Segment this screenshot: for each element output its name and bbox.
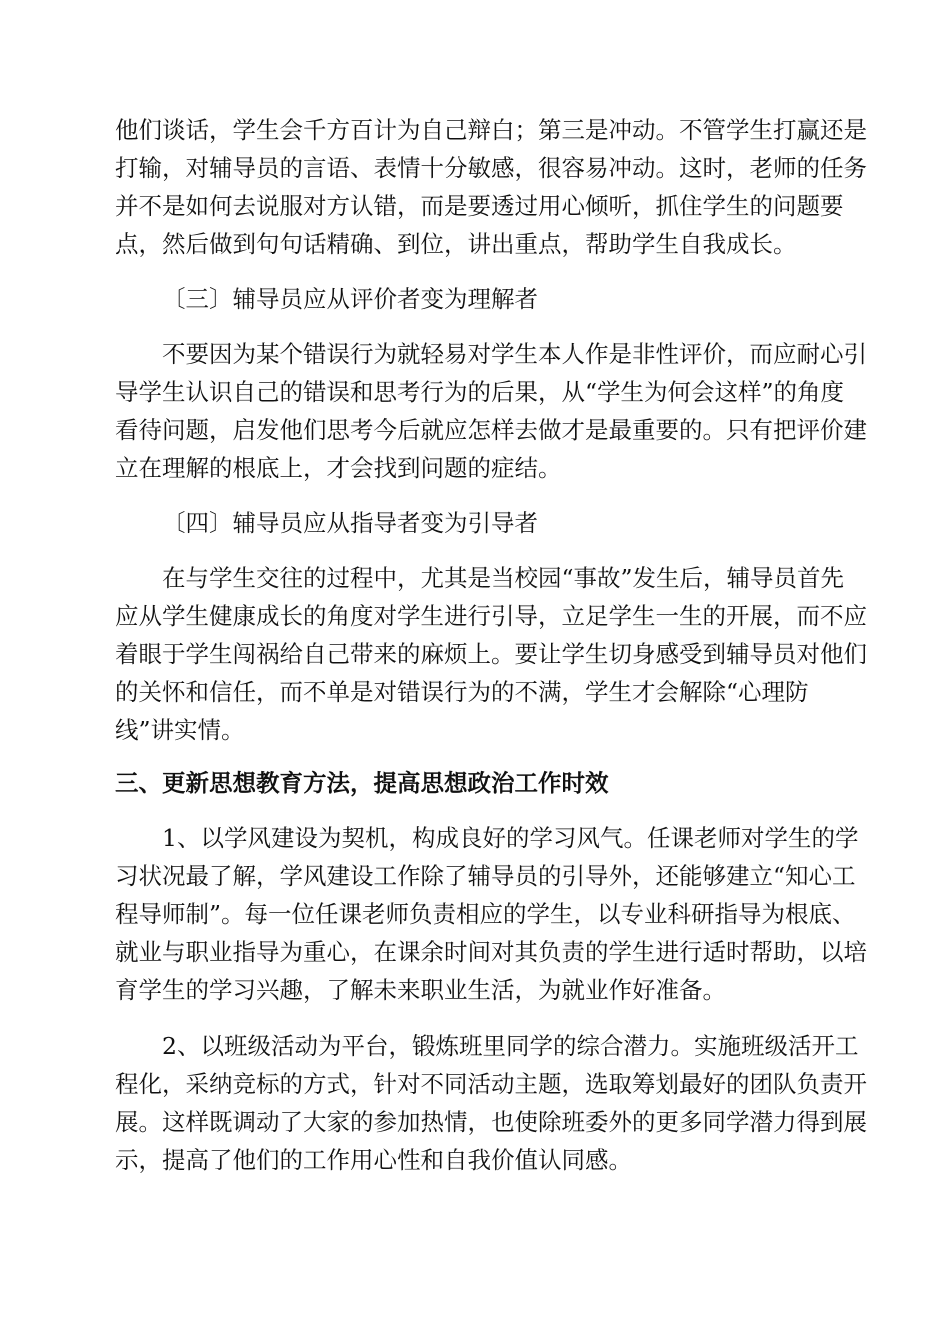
paragraph-line: 育学生的学习兴趣，了解未来职业生活，为就业作好准备。 — [115, 976, 726, 1004]
paragraph-line: 程化，采纳竞标的方式，针对不同活动主题，选取筹划最好的团队负责开 — [115, 1070, 867, 1098]
paragraph-line: 在与学生交往的过程中，尤其是当校园“事故”发生后，辅导员首先 — [162, 564, 845, 592]
paragraph-line: 着眼于学生闯祸给自己带来的麻烦上。要让学生切身感受到辅导员对他们 — [115, 640, 867, 668]
paragraph-line: 程导师制”。每一位任课老师负责相应的学生，以专业科研指导为根底、 — [115, 900, 856, 928]
paragraph-line: 导学生认识自己的错误和思考行为的后果，从“学生为何会这样”的角度 — [115, 378, 845, 406]
paragraph-line: 2、以班级活动为平台，锻炼班里同学的综合潜力。实施班级活开工 — [162, 1032, 859, 1060]
paragraph-line: 习状况最了解，学风建设工作除了辅导员的引导外，还能够建立“知心工 — [115, 862, 856, 890]
paragraph-line: 示，提高了他们的工作用心性和自我价值认同感。 — [115, 1146, 632, 1174]
paragraph-line: 他们谈话，学生会千方百计为自己辩白；第三是冲动。不管学生打赢还是 — [115, 116, 867, 144]
paragraph-line: 应从学生健康成长的角度对学生进行引导，立足学生一生的开展，而不应 — [115, 602, 867, 630]
paragraph-line: 不要因为某个错误行为就轻易对学生本人作是非性评价，而应耐心引 — [162, 340, 867, 368]
paragraph-line: 的关怀和信任，而不单是对错误行为的不满，学生才会解除“心理防 — [115, 678, 809, 706]
paragraph-line: 就业与职业指导为重心，在课余时间对其负责的学生进行适时帮助，以培 — [115, 938, 867, 966]
paragraph-line: 点，然后做到句句话精确、到位，讲出重点，帮助学生自我成长。 — [115, 230, 797, 258]
paragraph-line: 打输，对辅导员的言语、表情十分敏感，很容易冲动。这时，老师的任务 — [115, 154, 867, 182]
section-heading: 三、更新思想教育方法，提高思想政治工作时效 — [115, 769, 609, 797]
subsection-heading: 〔三〕辅导员应从评价者变为理解者 — [162, 285, 538, 313]
paragraph-line: 展。这样既调动了大家的参加热情，也使除班委外的更多同学潜力得到展 — [115, 1108, 867, 1136]
paragraph-line: 1、以学风建设为契机，构成良好的学习风气。任课老师对学生的学 — [162, 824, 859, 852]
paragraph-line: 看待问题，启发他们思考今后就应怎样去做才是最重要的。只有把评价建 — [115, 416, 867, 444]
subsection-heading: 〔四〕辅导员应从指导者变为引导者 — [162, 509, 538, 537]
paragraph-line: 线”讲实情。 — [115, 716, 245, 744]
paragraph-line: 立在理解的根底上，才会找到问题的症结。 — [115, 454, 562, 482]
paragraph-line: 并不是如何去说服对方认错，而是要透过用心倾听，抓住学生的问题要 — [115, 192, 844, 220]
